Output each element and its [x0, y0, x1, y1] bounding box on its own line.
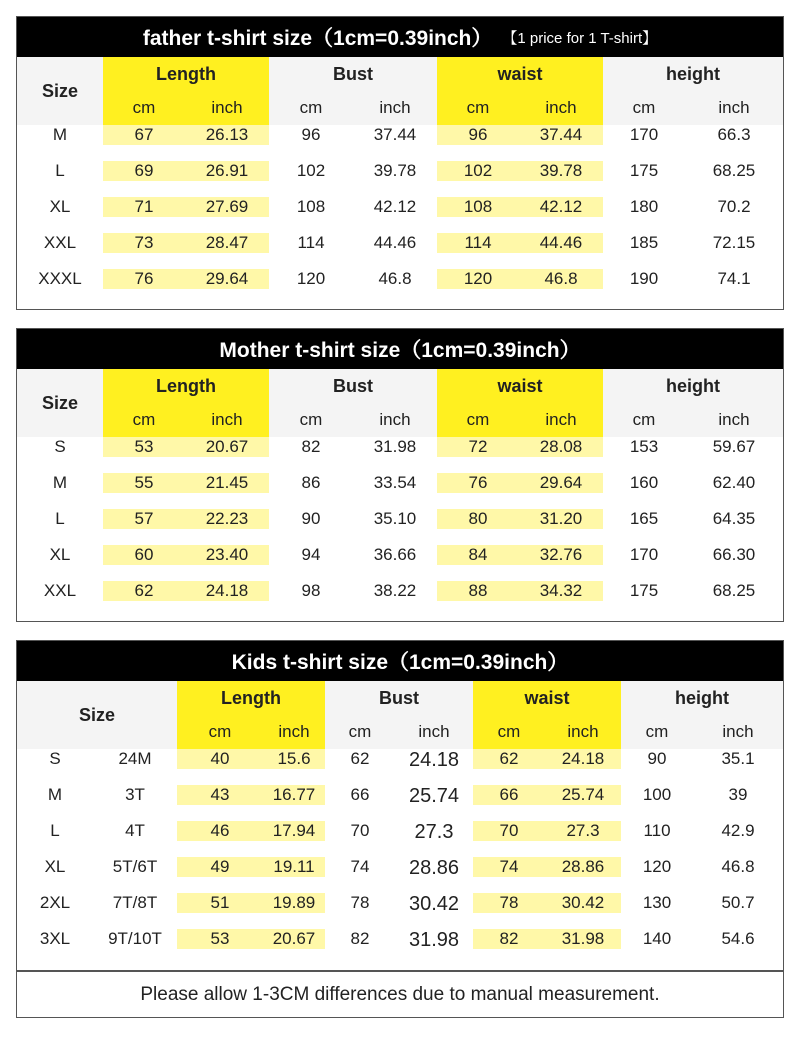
table-row — [17, 929, 783, 965]
kids-size-table — [16, 640, 784, 971]
value-cell: 190 — [629, 269, 659, 288]
value-cell: 66 — [473, 785, 545, 805]
value-cell: 42.12 — [519, 197, 603, 217]
father-header — [17, 57, 783, 125]
value-cell: 20.67 — [263, 929, 325, 949]
value-cell: 53 — [103, 437, 185, 457]
father-group-header: Length — [103, 57, 269, 91]
value-cell: 82 — [350, 929, 370, 948]
value-cell: 54.6 — [721, 929, 755, 948]
kids-header — [17, 681, 783, 749]
value-cell: 43 — [177, 785, 263, 805]
value-cell: 170 — [629, 125, 659, 144]
father-unit-header: cm — [632, 98, 656, 117]
value-cell: 33.54 — [373, 473, 417, 492]
size-cell: 7T/8T — [112, 893, 158, 912]
value-cell: 114 — [437, 233, 519, 253]
value-cell: 28.08 — [519, 437, 603, 457]
size-cell: XL — [49, 545, 71, 564]
table-row — [17, 785, 783, 821]
value-cell: 74 — [350, 857, 370, 876]
value-cell: 62 — [350, 749, 370, 768]
father-group-header: height — [666, 63, 720, 84]
value-cell: 73 — [103, 233, 185, 253]
value-cell: 165 — [629, 509, 659, 528]
value-cell: 44.46 — [373, 233, 417, 252]
value-cell: 42.9 — [721, 821, 755, 840]
value-cell: 100 — [642, 785, 672, 804]
mother-unit-header: cm — [632, 410, 656, 429]
value-cell: 120 — [437, 269, 519, 289]
value-cell: 110 — [643, 821, 671, 840]
mother-header — [17, 369, 783, 437]
value-cell: 175 — [629, 581, 659, 600]
value-cell: 130 — [642, 893, 672, 912]
father-body — [17, 125, 783, 305]
size-cell: 4T — [125, 821, 145, 840]
value-cell: 19.11 — [263, 857, 325, 877]
table-row — [17, 125, 783, 161]
value-cell: 25.74 — [408, 785, 460, 807]
kids-group-header: Bust — [379, 687, 419, 708]
father-size-table — [16, 16, 784, 310]
kids-unit-header: cm — [177, 715, 263, 749]
value-cell: 84 — [437, 545, 519, 565]
size-cell: M — [47, 785, 63, 804]
size-cell: 3T — [125, 785, 145, 804]
mother-unit-header: inch — [718, 410, 750, 429]
value-cell: 66 — [350, 785, 370, 804]
father-unit-header: inch — [185, 91, 269, 125]
mother-size-table — [16, 328, 784, 622]
value-cell: 185 — [629, 233, 659, 252]
father-title-text: father t-shirt size（1cm=0.39inch） — [142, 27, 493, 50]
mother-body — [17, 437, 783, 617]
value-cell: 26.91 — [185, 161, 269, 181]
value-cell: 86 — [301, 473, 321, 492]
value-cell: 102 — [437, 161, 519, 181]
value-cell: 80 — [437, 509, 519, 529]
value-cell: 17.94 — [263, 821, 325, 841]
value-cell: 59.67 — [712, 437, 756, 456]
value-cell: 29.64 — [185, 269, 269, 289]
kids-unit-header: cm — [348, 722, 372, 741]
table-row — [17, 893, 783, 929]
size-cell: XXXL — [38, 269, 82, 288]
value-cell: 27.69 — [185, 197, 269, 217]
value-cell: 60 — [103, 545, 185, 565]
value-cell: 26.13 — [185, 125, 269, 145]
value-cell: 66.3 — [717, 125, 751, 144]
mother-group-header: waist — [437, 369, 603, 403]
size-cell: XL — [44, 857, 66, 876]
value-cell: 31.98 — [373, 437, 417, 456]
value-cell: 51 — [177, 893, 263, 913]
kids-unit-header: inch — [545, 715, 621, 749]
size-cell: XXL — [43, 233, 77, 252]
value-cell: 23.40 — [185, 545, 269, 565]
value-cell: 180 — [629, 197, 659, 216]
size-cell: L — [50, 821, 60, 840]
value-cell: 108 — [296, 197, 326, 216]
table-row — [17, 473, 783, 509]
size-cell: L — [55, 161, 65, 180]
value-cell: 64.35 — [712, 509, 756, 528]
table-row — [17, 545, 783, 581]
value-cell: 34.32 — [519, 581, 603, 601]
value-cell: 96 — [301, 125, 321, 144]
value-cell: 74 — [473, 857, 545, 877]
kids-unit-header: cm — [473, 715, 545, 749]
size-cell: S — [54, 437, 66, 456]
value-cell: 96 — [437, 125, 519, 145]
mother-unit-header: inch — [185, 403, 269, 437]
kids-group-header: waist — [473, 681, 621, 715]
size-cell: 5T/6T — [112, 857, 158, 876]
kids-body — [17, 749, 783, 965]
father-group-header: Bust — [333, 63, 373, 84]
value-cell: 39.78 — [519, 161, 603, 181]
value-cell: 28.86 — [545, 857, 621, 877]
value-cell: 90 — [647, 749, 667, 768]
kids-group-header: height — [675, 687, 729, 708]
value-cell: 39 — [728, 785, 748, 804]
kids-title-text: Kids t-shirt size（1cm=0.39inch） — [231, 651, 569, 674]
size-cell: S — [49, 749, 61, 768]
value-cell: 19.89 — [263, 893, 325, 913]
value-cell: 74.1 — [717, 269, 751, 288]
size-cell: 2XL — [39, 893, 71, 912]
kids-table-title — [17, 641, 783, 681]
value-cell: 90 — [301, 509, 321, 528]
value-cell: 53 — [177, 929, 263, 949]
table-row — [17, 821, 783, 857]
kids-unit-header: inch — [722, 722, 754, 741]
value-cell: 46.8 — [378, 269, 412, 288]
value-cell: 67 — [103, 125, 185, 145]
value-cell: 49 — [177, 857, 263, 877]
kids-size-header: Size — [78, 704, 116, 725]
mother-unit-header: inch — [519, 403, 603, 437]
kids-unit-header: inch — [418, 722, 450, 741]
value-cell: 71 — [103, 197, 185, 217]
value-cell: 98 — [301, 581, 321, 600]
value-cell: 46.8 — [519, 269, 603, 289]
value-cell: 108 — [437, 197, 519, 217]
value-cell: 38.22 — [373, 581, 417, 600]
size-cell: XXL — [43, 581, 77, 600]
mother-unit-header: inch — [379, 410, 411, 429]
value-cell: 37.44 — [519, 125, 603, 145]
value-cell: 27.3 — [414, 821, 454, 843]
value-cell: 57 — [103, 509, 185, 529]
father-unit-header: cm — [299, 98, 323, 117]
value-cell: 31.98 — [545, 929, 621, 949]
father-table-title — [17, 17, 783, 57]
value-cell: 153 — [629, 437, 659, 456]
value-cell: 62.40 — [712, 473, 756, 492]
value-cell: 39.78 — [373, 161, 417, 180]
value-cell: 15.6 — [263, 749, 325, 769]
value-cell: 50.7 — [721, 893, 755, 912]
value-cell: 30.42 — [408, 893, 460, 915]
father-group-header: waist — [437, 57, 603, 91]
father-size-header: Size — [41, 80, 79, 101]
father-unit-header: inch — [718, 98, 750, 117]
value-cell: 36.66 — [373, 545, 417, 564]
value-cell: 88 — [437, 581, 519, 601]
value-cell: 24.18 — [408, 749, 460, 771]
value-cell: 46 — [177, 821, 263, 841]
mother-title-text: Mother t-shirt size（1cm=0.39inch） — [219, 339, 581, 362]
size-cell: L — [55, 509, 65, 528]
father-unit-header: inch — [519, 91, 603, 125]
table-row — [17, 581, 783, 617]
value-cell: 46.8 — [721, 857, 755, 876]
value-cell: 94 — [301, 545, 321, 564]
value-cell: 175 — [629, 161, 659, 180]
value-cell: 31.20 — [519, 509, 603, 529]
value-cell: 22.23 — [185, 509, 269, 529]
mother-group-header: Length — [103, 369, 269, 403]
size-cell: 3XL — [39, 929, 71, 948]
value-cell: 76 — [103, 269, 185, 289]
value-cell: 70.2 — [717, 197, 751, 216]
kids-unit-header: inch — [263, 715, 325, 749]
table-row — [17, 749, 783, 785]
value-cell: 70 — [350, 821, 370, 840]
value-cell: 20.67 — [185, 437, 269, 457]
value-cell: 120 — [296, 269, 326, 288]
value-cell: 70 — [473, 821, 545, 841]
value-cell: 32.76 — [519, 545, 603, 565]
value-cell: 21.45 — [185, 473, 269, 493]
value-cell: 25.74 — [545, 785, 621, 805]
value-cell: 55 — [103, 473, 185, 493]
value-cell: 29.64 — [519, 473, 603, 493]
father-unit-header: inch — [379, 98, 411, 117]
table-row — [17, 197, 783, 233]
mother-unit-header: cm — [299, 410, 323, 429]
value-cell: 28.47 — [185, 233, 269, 253]
value-cell: 24.18 — [545, 749, 621, 769]
value-cell: 62 — [473, 749, 545, 769]
value-cell: 44.46 — [519, 233, 603, 253]
value-cell: 78 — [350, 893, 370, 912]
value-cell: 82 — [301, 437, 321, 456]
value-cell: 27.3 — [545, 821, 621, 841]
value-cell: 28.86 — [408, 857, 460, 879]
value-cell: 170 — [629, 545, 659, 564]
table-row — [17, 857, 783, 893]
size-cell: M — [52, 125, 68, 144]
size-cell: M — [52, 473, 68, 492]
value-cell: 114 — [297, 233, 325, 252]
value-cell: 69 — [103, 161, 185, 181]
value-cell: 120 — [642, 857, 672, 876]
value-cell: 140 — [642, 929, 672, 948]
value-cell: 68.25 — [712, 161, 756, 180]
size-cell: 9T/10T — [108, 929, 162, 948]
father-unit-header: cm — [437, 91, 519, 125]
value-cell: 35.1 — [721, 749, 755, 768]
table-row — [17, 509, 783, 545]
mother-table-title — [17, 329, 783, 369]
value-cell: 37.44 — [373, 125, 417, 144]
value-cell: 62 — [103, 581, 185, 601]
value-cell: 160 — [629, 473, 659, 492]
value-cell: 68.25 — [712, 581, 756, 600]
mother-size-header: Size — [41, 392, 79, 413]
mother-unit-header: cm — [437, 403, 519, 437]
size-cell: XL — [49, 197, 71, 216]
value-cell: 31.98 — [408, 929, 460, 951]
value-cell: 40 — [177, 749, 263, 769]
table-row — [17, 233, 783, 269]
kids-group-header: Length — [177, 681, 325, 715]
size-cell: 24M — [118, 749, 152, 768]
value-cell: 82 — [473, 929, 545, 949]
value-cell: 42.12 — [373, 197, 417, 216]
father-unit-header: cm — [103, 91, 185, 125]
value-cell: 24.18 — [185, 581, 269, 601]
mother-group-header: Bust — [333, 375, 373, 396]
value-cell: 78 — [473, 893, 545, 913]
table-row — [17, 437, 783, 473]
kids-unit-header: cm — [645, 722, 669, 741]
mother-group-header: height — [666, 375, 720, 396]
value-cell: 76 — [437, 473, 519, 493]
table-row — [17, 269, 783, 305]
value-cell: 72.15 — [712, 233, 756, 252]
value-cell: 35.10 — [373, 509, 417, 528]
value-cell: 66.30 — [712, 545, 756, 564]
mother-unit-header: cm — [103, 403, 185, 437]
father-price-note: 【1 price for 1 T-shirt】 — [502, 29, 658, 47]
value-cell: 30.42 — [545, 893, 621, 913]
measurement-disclaimer: Please allow 1-3CM differences due to manual measurement. — [16, 971, 784, 1018]
table-row — [17, 161, 783, 197]
value-cell: 72 — [437, 437, 519, 457]
value-cell: 16.77 — [263, 785, 325, 805]
value-cell: 102 — [296, 161, 326, 180]
